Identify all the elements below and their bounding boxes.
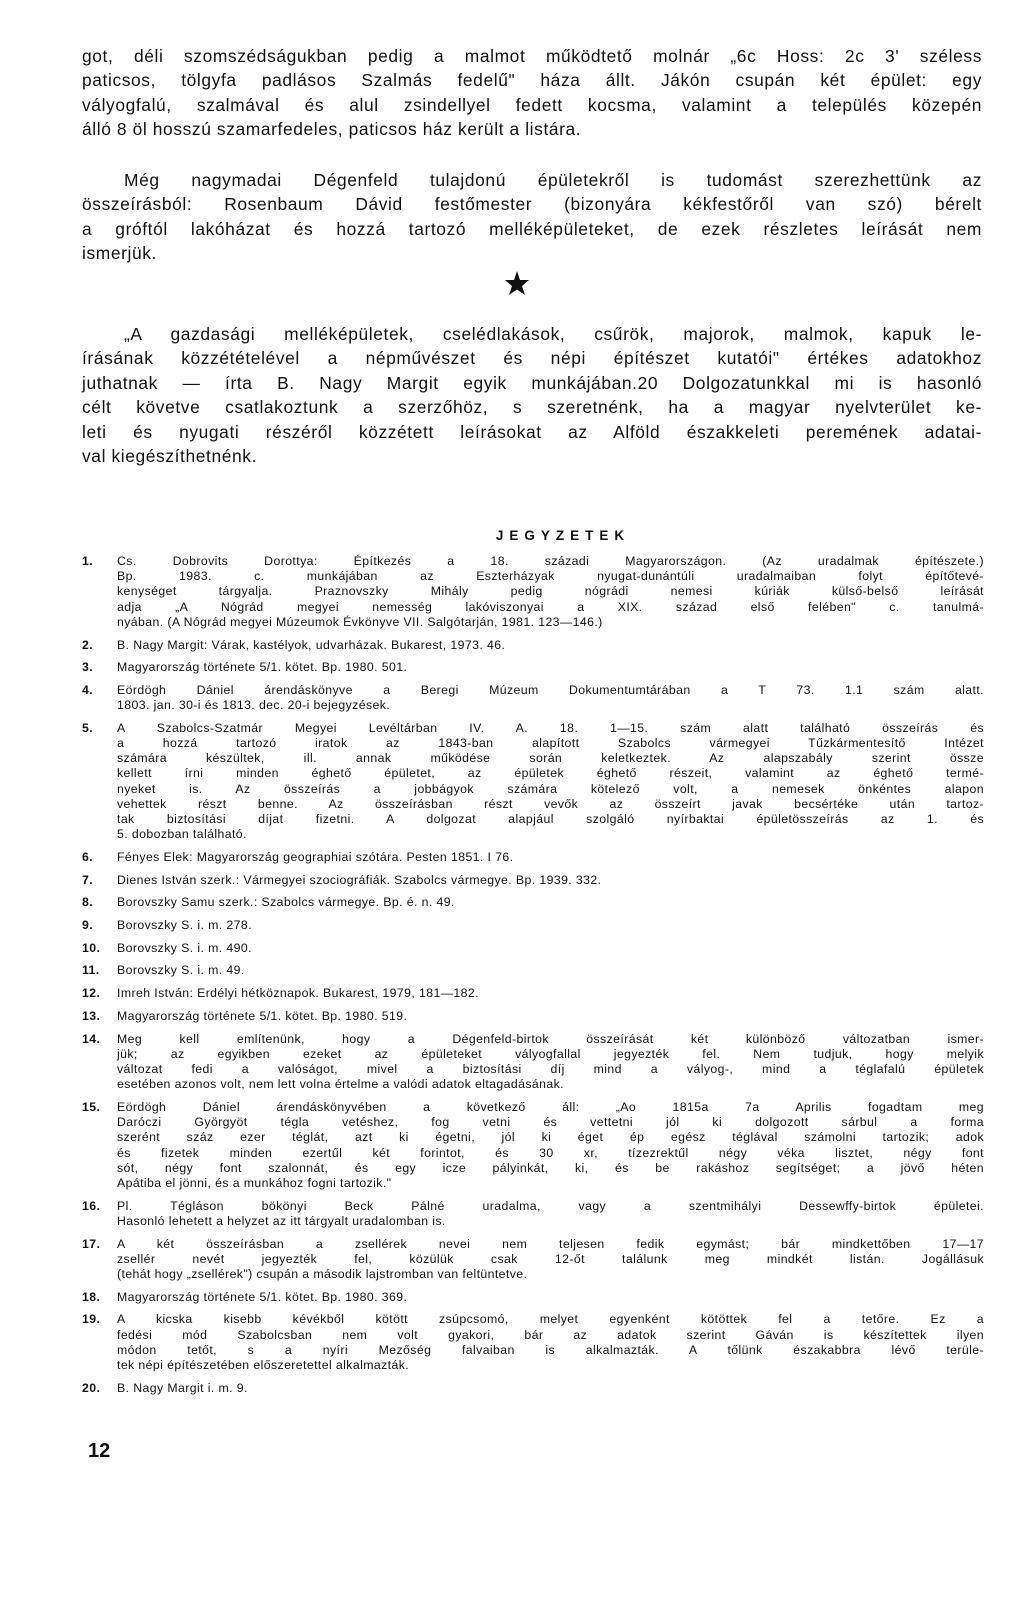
- footnote-line: adja „A Nógrád megyei nemesség lakóviszonyai a XIX. század első felében" c. tanulmá-: [117, 599, 984, 614]
- footnote-line: számára készültek, ill. annak működése során keletkeztek. Az alapszabály szerint össze: [117, 751, 984, 766]
- footnote-number: 10.: [82, 940, 101, 955]
- footnote-line: Meg kell említenünk, hogy a Dégenfeld-birtok összeírását két különböző változatban ismer-: [117, 1031, 984, 1046]
- footnote-line: sót, négy font szalonnát, és egy icze pályinkát, ki, és be rakáshoz segítséget; a jövő héten: [117, 1160, 984, 1175]
- footnote-line: Borovszky S. i. m. 278.: [117, 918, 252, 933]
- footnote-line: Imreh István: Erdélyi hétköznapok. Bukarest, 1979, 181—182.: [117, 986, 479, 1001]
- footnote-line: vehettek részt benne. Az összeírásban részt vevők az összeírt javak becsértéke után tartoz-: [117, 796, 984, 811]
- text-line: célt követve csatlakoztunk a szerzőhöz, s szeretnénk, ha a magyar nyelvterület ke-: [82, 397, 982, 418]
- footnote-item: [82, 1237, 984, 1283]
- footnote-line: esetében azonos volt, nem lett volna értelme a valódi adatok eltagadásának.: [117, 1077, 564, 1092]
- footnote-number: 1.: [82, 554, 94, 568]
- footnote-item: [82, 660, 984, 675]
- footnote-line: és fizetek minden ezertűl két forintot, és 30 xr, tízezrektűl négy véka lisztet, négy font: [117, 1145, 984, 1160]
- footnote-number: 12.: [82, 986, 101, 1001]
- footnote-number: 3.: [82, 660, 94, 675]
- footnote-line: változat fedi a valóságot, mivel a biztosítási díj mind a vályog-, mind a téglafalú épületek: [117, 1061, 984, 1076]
- footnote-text: [117, 1100, 984, 1191]
- footnote-text: [117, 721, 984, 843]
- footnote-item: [82, 941, 984, 956]
- text-line: juthatnak — írta B. Nagy Margit egyik munkájában.20 Dolgozatunkkal mi is hasonló: [82, 372, 982, 393]
- footnote-item: [82, 1100, 984, 1191]
- footnote-line: (tehát hogy „zsellérek") csupán a második lajstromban van feltüntetve.: [117, 1266, 528, 1281]
- footnote-line: módon tetőt, s a nyíri Mezőség falvaiban is alkalmazták. A tőlünk északabbra lévő terüle-: [117, 1342, 984, 1357]
- notes-list: [82, 554, 984, 1403]
- footnote-line: kellett írni minden éghető épületet, az épületek éghető részeit, valamint az éghető termé-: [117, 766, 984, 781]
- footnote-line: Dienes István szerk.: Vármegyei szociográfiák. Szabolcs vármegye. Bp. 1939. 332.: [117, 872, 602, 887]
- footnote-text: [117, 986, 984, 1001]
- text-line: „A gazdasági melléképületek, cselédlakások, csűrök, majorok, malmok, kapuk le-: [124, 324, 982, 344]
- footnote-number: 2.: [82, 637, 94, 652]
- footnote-item: [82, 1290, 984, 1305]
- footnote-line: Fényes Elek: Magyarország geographiai szótára. Pesten 1851. I 76.: [117, 849, 514, 864]
- footnote-number: 11.: [82, 963, 100, 978]
- footnote-text: [117, 895, 984, 910]
- footnote-number: 4.: [82, 682, 94, 697]
- star-separator-icon: [504, 270, 530, 296]
- footnote-line: B. Nagy Margit i. m. 9.: [117, 1380, 248, 1395]
- footnote-item: [82, 963, 984, 978]
- footnote-line: Hasonló lehetett a helyzet az itt tárgyalt uradalomban is.: [117, 1213, 446, 1228]
- footnote-line: tek népi építészetében előszeretettel alkalmazták.: [117, 1357, 410, 1372]
- text-line: vályogfalú, szalmával és alul zsindellyel fedett kocsma, valamint a település közepén: [82, 94, 982, 115]
- footnote-number: 9.: [82, 918, 94, 933]
- footnote-line: tak biztosítási díjat fizetni. A dolgozat alapjául szolgáló nyírbaktai épületösszeírás az 1. és: [117, 812, 984, 827]
- footnote-item: [82, 986, 984, 1001]
- text-line: ismerjük.: [82, 243, 157, 264]
- footnote-number: 8.: [82, 895, 94, 910]
- footnote-line: 1803. jan. 30-i és 1813. dec. 20-i bejegyzések.: [117, 698, 391, 713]
- footnote-text: [117, 1199, 984, 1229]
- footnote-line: B. Nagy Margit: Várak, kastélyok, udvarházak. Bukarest, 1973. 46.: [117, 637, 506, 652]
- footnote-text: [117, 1032, 984, 1093]
- footnote-text: [117, 873, 984, 888]
- footnote-item: [82, 721, 984, 843]
- footnote-text: [117, 1312, 984, 1373]
- footnote-line: kenységet tárgyalja. Praznovszky Mihály pedig nógrádi nemesi kúriák külső-belső leírását: [117, 584, 984, 599]
- footnote-line: fedési mód Szabolcsban nem volt gyakori, bár az adatok szerint Gáván is készítettek ilyen: [117, 1327, 984, 1342]
- footnote-text: [117, 638, 984, 653]
- text-line: álló 8 öl hosszú szamarfedeles, paticsos ház került a listára.: [82, 119, 582, 140]
- footnote-text: [117, 1009, 984, 1024]
- footnote-text: [117, 1290, 984, 1305]
- footnote-line: Magyarország története 5/1. kötet. Bp. 1980. 501.: [117, 660, 408, 675]
- footnote-line: A két összeírásban a zsellérek nevei nem teljesen fedik egymást; bár mindkettőben 17—17: [117, 1236, 984, 1251]
- footnote-line: Bp. 1983. c. munkájában az Eszterházyak nyugat-dunántúli uradalmaiban folyt építőtevé-: [117, 569, 984, 584]
- text-line: írásának közzétételével a népművészet és népi építészet kutatói" értékes adatokhoz: [82, 348, 982, 369]
- footnote-text: [117, 941, 984, 956]
- text-line: Még nagymadai Dégenfeld tulajdonú épületekről is tudomást szerezhettünk az: [124, 170, 982, 190]
- text-line: a gróftól lakóházat és hozzá tartozó melléképületeket, de ezek részletes leírását nem: [82, 218, 982, 239]
- text-line: összeírásból: Rosenbaum Dávid festőmester (bizonyára kékfestőről van szó) bérelt: [82, 194, 982, 215]
- footnote-line: A Szabolcs-Szatmár Megyei Levéltárban IV. A. 18. 1—15. szám alatt található összeírás és: [117, 720, 984, 735]
- footnote-item: [82, 554, 984, 630]
- footnote-line: A kicska kisebb kévékből kötött zsúpcsomó, melyet egyenként kötöttek fel a tetőre. Ez a: [117, 1312, 984, 1327]
- footnote-item: [82, 873, 984, 888]
- notes-heading: JEGYZETEK: [495, 528, 631, 543]
- footnote-item: [82, 1032, 984, 1093]
- footnote-item: [82, 1009, 984, 1024]
- footnote-item: [82, 918, 984, 933]
- footnote-text: [117, 963, 984, 978]
- footnote-number: 20.: [82, 1380, 101, 1395]
- footnote-item: [82, 1312, 984, 1373]
- footnote-line: jük; az egyikben ezeket az épületeket vályogfallal jegyezték fel. Nem tudjuk, hogy melyik: [117, 1046, 984, 1061]
- footnote-text: [117, 683, 984, 713]
- footnote-line: Borovszky Samu szerk.: Szabolcs vármegye. Bp. é. n. 49.: [117, 895, 455, 910]
- footnote-line: nyában. (A Nógrád megyei Múzeumok Évkönyve VII. Salgótarján, 1981. 123—146.): [117, 614, 603, 629]
- text-line: got, déli szomszédságukban pedig a malmot működtető molnár „6c Hoss: 2c 3' széless: [82, 46, 982, 66]
- footnote-line: Magyarország története 5/1. kötet. Bp. 1980. 519.: [117, 1008, 408, 1023]
- footnote-text: [117, 660, 984, 675]
- footnote-line: a hozzá tartozó iratok az 1843-ban alapított Szabolcs vármegyei Tűzkármentesítő Intézet: [117, 736, 984, 751]
- footnote-item: [82, 683, 984, 713]
- footnote-number: 19.: [82, 1312, 101, 1327]
- footnote-text: [117, 1381, 984, 1396]
- footnote-line: Daróczi Györgyöt tégla vetéshez, fog vetni és vettetni jól ki dolgozott sárbul a forma: [117, 1115, 984, 1130]
- text-line: val kiegészíthetnénk.: [82, 446, 258, 467]
- footnote-text: [117, 1237, 984, 1283]
- footnote-item: [82, 895, 984, 910]
- footnote-item: [82, 1199, 984, 1229]
- footnote-line: szerént száz ezer téglát, azt ki égetni, jól ki éget ép egész téglával számolni tartozik; adok: [117, 1130, 984, 1145]
- footnote-number: 5.: [82, 720, 94, 735]
- footnote-text: [117, 554, 984, 630]
- footnote-item: [82, 850, 984, 865]
- footnote-text: [117, 918, 984, 933]
- footnote-number: 18.: [82, 1289, 101, 1304]
- footnote-number: 13.: [82, 1008, 101, 1023]
- paragraph-3: [82, 322, 982, 468]
- footnote-item: [82, 638, 984, 653]
- footnote-number: 14.: [82, 1031, 101, 1046]
- footnote-number: 17.: [82, 1236, 101, 1251]
- footnote-line: 5. dobozban található.: [117, 827, 247, 842]
- footnote-number: 16.: [82, 1198, 101, 1213]
- footnote-text: [117, 850, 984, 865]
- footnote-number: 15.: [82, 1099, 101, 1114]
- footnote-line: Magyarország története 5/1. kötet. Bp. 1980. 369.: [117, 1289, 408, 1304]
- footnote-number: 6.: [82, 849, 94, 864]
- footnote-number: 7.: [82, 872, 94, 887]
- footnote-line: Borovszky S. i. m. 49.: [117, 963, 245, 978]
- footnote-line: Apátiba el jönni, és a munkához fogni tartozik.": [117, 1175, 392, 1190]
- paragraph-1: [82, 44, 982, 142]
- page-number: 12: [88, 1440, 111, 1462]
- footnote-item: [82, 1381, 984, 1396]
- footnote-line: Eördögh Dániel árendáskönyve a Beregi Múzeum Dokumentumtárában a T 73. 1.1 szám alatt.: [117, 682, 984, 697]
- text-line: leti és nyugati részéről közzétett leírásokat az Alföld északkeleti peremének adatai-: [82, 421, 982, 442]
- paragraph-2: [82, 168, 982, 266]
- footnote-line: Cs. Dobrovits Dorottya: Építkezés a 18. századi Magyarországon. (Az uradalmak építészete.): [117, 554, 984, 568]
- text-line: paticsos, tölgyfa padlásos Szalmás fedelű" háza állt. Jákón csupán két épület: egy: [82, 70, 982, 91]
- footnote-line: nyeket is. Az összeírás a jobbágyok számára kötelező volt, a nemesek önkéntes alapon: [117, 781, 984, 796]
- footnote-line: zsellér nevét jegyezték fel, közülük csak 12-őt találunk meg mindkét listán. Jogállásuk: [117, 1251, 984, 1266]
- footnote-line: Borovszky S. i. m. 490.: [117, 940, 252, 955]
- footnote-line: Pl. Tégláson bökönyi Beck Pálné uradalma, vagy a szentmihályi Dessewffy-birtok épületei.: [117, 1198, 984, 1213]
- footnote-line: Eördögh Dániel árendáskönyvében a következő áll: „Ao 1815a 7a Aprilis fogadtam meg: [117, 1099, 984, 1114]
